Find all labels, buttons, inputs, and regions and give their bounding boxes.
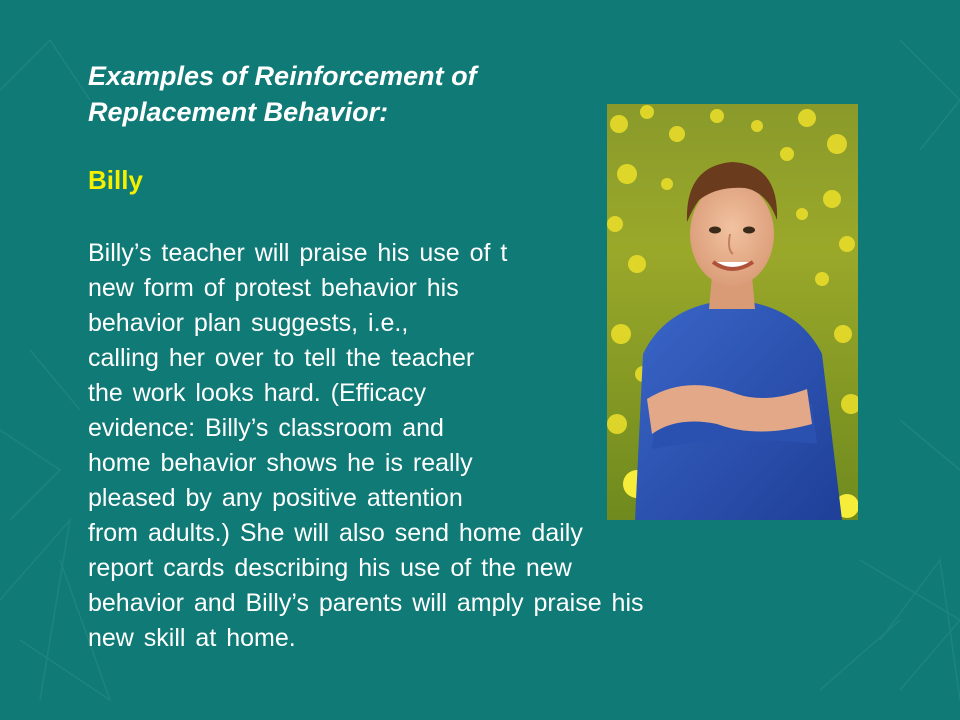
slide-title: [88, 58, 628, 130]
student-name-heading: Billy: [88, 165, 143, 195]
body-line: behavior plan suggests, i.e.,: [88, 309, 409, 337]
boy-photo: [607, 104, 858, 520]
body-line: evidence: Billy’s classroom and: [88, 414, 444, 442]
body-line: home behavior shows he is really: [88, 449, 473, 477]
body-line: pleased by any positive attention: [88, 484, 463, 512]
body-line: the work looks hard. (Efficacy: [88, 379, 427, 407]
body-line: Billy’s teacher will praise his use of t: [88, 239, 508, 267]
body-line: from adults.) She will also send home daily: [88, 519, 583, 547]
body-line: report cards describing his use of the new: [88, 554, 572, 582]
body-line: new form of protest behavior his: [88, 274, 459, 302]
body-line: behavior and Billy’s parents will amply praise his: [88, 589, 644, 617]
title-line-1: Examples of Reinforcement of: [88, 61, 477, 91]
body-line: new skill at home.: [88, 624, 296, 652]
body-line: calling her over to tell the teacher: [88, 344, 475, 372]
boy-in-flower-field-image: [607, 104, 858, 520]
title-line-2: Replacement Behavior:: [88, 97, 389, 127]
